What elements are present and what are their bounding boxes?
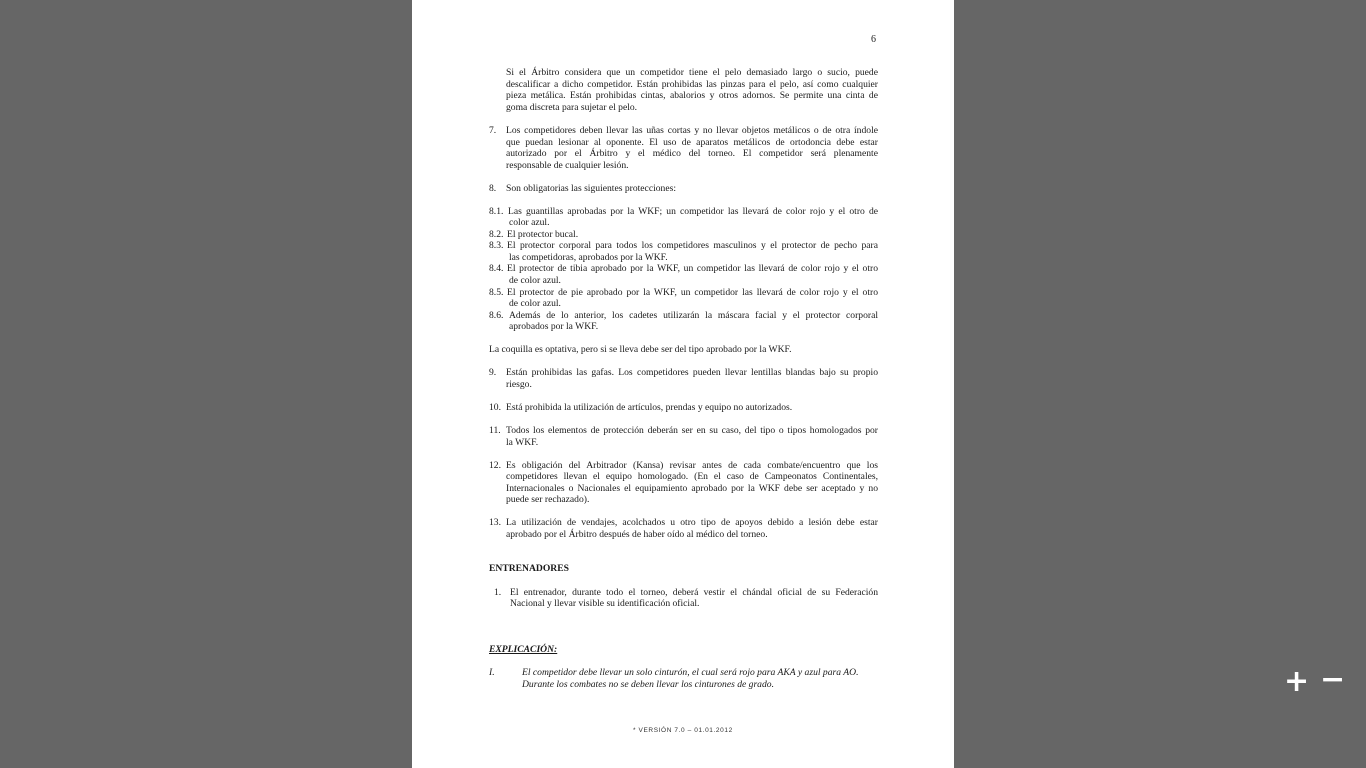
coaches-heading: ENTRENADORES [489,563,569,574]
document-page: 6 Si el Árbitro considera que un competidor tiene el pelo demasiado largo o sucio, puede descalificar a dicho competidor. Están prohibidas las pinzas para el pelo, así como cualquier pieza metálica. Están prohibidas cintas, abalorios y otros adornos. Se permite una cinta de goma discreta para sujetar el pelo. 7. Los competidores deben llevar las uñas cortas y no llevar objetos metálicos o de otra índole que puedan lesionar al oponente. El uso de aparatos metálicos de ortodoncia debe estar autorizado por el Árbitro y el médico del torneo. El competidor será plenamente responsable de cualquier lesión. 8. Son obligatorias las siguientes protecciones: 8.1. Las guantillas aprobadas por la WKF; un competidor las llevará de color rojo y el otro de color azul. 8.2. El protector bucal. 8.3. El protector corporal para todos los competidores masculinos y el protector de pecho para las competidoras, aprobados por la WKF. 8.4. El protector de tibia aprobado por la WKF, un competidor las llevará de color rojo y el otro de color azul. 8.5. El protector de pie aprobado por la WKF, un competidor las llevará de color rojo y el otro de color azul. 8.6. Además de lo anterior, los cadetes utilizarán la máscara facial y el protector corporal aprobados por la WKF. La coquilla es optativa, pero si se lleva debe ser del tipo aprobado por la WKF. 9. Están prohibidas las gafas. Los competidores pueden llevar lentillas blandas bajo su propio riesgo. 10. Está prohibida la utilización de artículos, prendas y equipo no autorizados. 11. Todos los elementos de protección deberán ser en su caso, del tipo o tipos homologados por la WKF. 12. Es obligación del Arbitrador (Kansa) revisar antes de cada combate/encuentro que los competidores llevan el equipo homologado. (En el caso de Campeonatos Continentales, Internacionales o Nacionales el equipamiento aprobado por la WKF debe ser aceptado y no puede ser rechazado). 13. La utilización de vendajes, acolchados u otro tipo de apoyos debido a lesión debe estar aprobado por el Árbitro después de haber oído al médico del torneo. ENTRENADORES 1. El entrenador, durante todo el torneo, deberá vestir el chándal oficial de su Federación Nacional y llevar visible su identificación oficial. EXPLICACIÓN: I. El competidor debe llevar un solo cinturón, el cual será rojo para AKA y azul para AO. Durante los combates no se deben llevar los cinturones de grado. * VERSIÓN 7.0 – 01.01.2012 [412,0,954,768]
page-number: 6 [871,34,876,45]
explanation-heading: EXPLICACIÓN: [489,644,558,655]
version-footer: * VERSIÓN 7.0 – 01.01.2012 [633,727,733,734]
coquilla-note: La coquilla es optativa, pero si se lleva debe ser del tipo aprobado por la WKF. [489,344,792,355]
zoom-in-button[interactable]: + [1284,664,1310,699]
zoom-out-button[interactable]: − [1320,662,1346,697]
